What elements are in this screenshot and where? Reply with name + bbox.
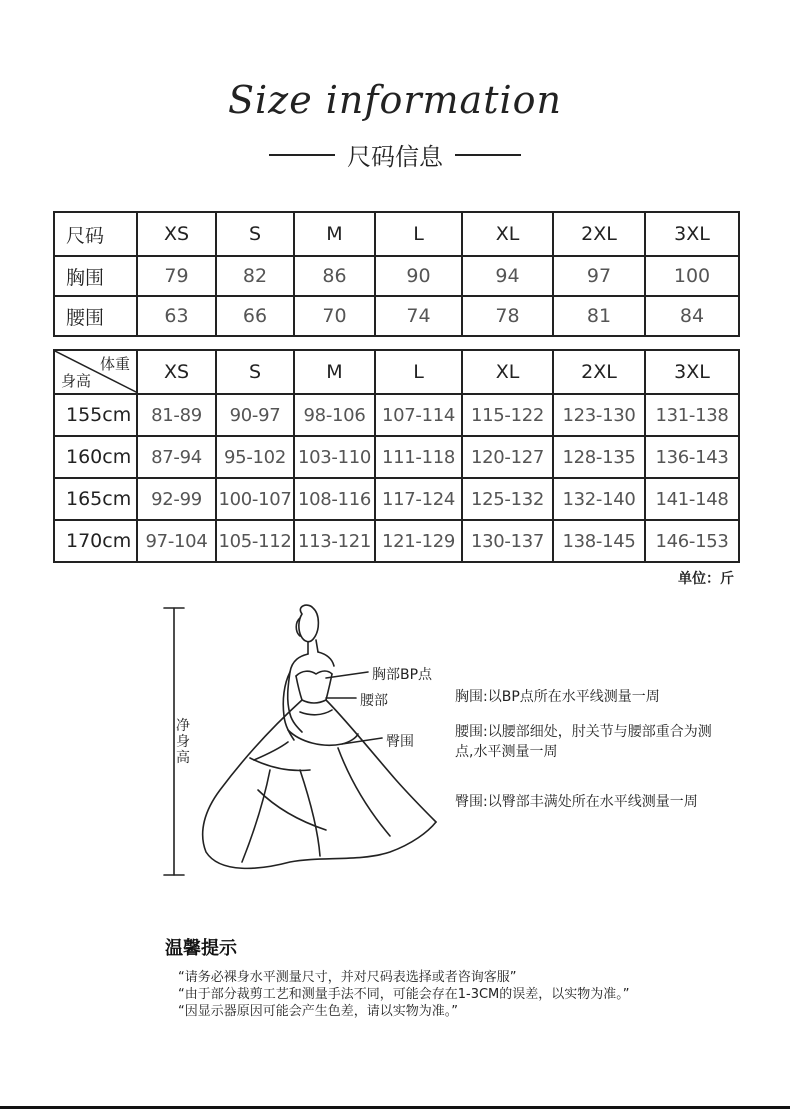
table-row bbox=[54, 296, 739, 336]
table-cell: 125-132 bbox=[462, 478, 553, 520]
header-cell: 2XL bbox=[553, 212, 645, 256]
table-cell: 107-114 bbox=[375, 394, 462, 436]
table-cell: 98-106 bbox=[294, 394, 375, 436]
header-cell: L bbox=[375, 350, 462, 394]
header-cell: S bbox=[216, 212, 294, 256]
title-left-rule bbox=[269, 154, 335, 156]
table-cell: 120-127 bbox=[462, 436, 553, 478]
row-label: 165cm bbox=[54, 478, 137, 520]
table-cell: 121-129 bbox=[375, 520, 462, 562]
header-cell: 3XL bbox=[645, 350, 739, 394]
table-cell: 90-97 bbox=[216, 394, 294, 436]
table-cell: 131-138 bbox=[645, 394, 739, 436]
measurement-header-row bbox=[54, 212, 739, 256]
table-cell: 74 bbox=[375, 296, 462, 336]
table-cell: 78 bbox=[462, 296, 553, 336]
table-cell: 141-148 bbox=[645, 478, 739, 520]
header-cell: M bbox=[294, 212, 375, 256]
net-height-label: 净身高 bbox=[176, 718, 190, 766]
row-label: 胸围 bbox=[54, 256, 137, 296]
table-cell: 100 bbox=[645, 256, 739, 296]
corner-cell bbox=[54, 350, 137, 394]
tip-line: “因显示器原因可能会产生色差，请以实物为准。” bbox=[178, 1004, 458, 1019]
table-cell: 95-102 bbox=[216, 436, 294, 478]
table-cell: 115-122 bbox=[462, 394, 553, 436]
table-row bbox=[54, 256, 739, 296]
title-chinese-row bbox=[0, 137, 790, 172]
table-cell: 94 bbox=[462, 256, 553, 296]
measurement-table bbox=[53, 211, 740, 337]
table-cell: 82 bbox=[216, 256, 294, 296]
header-cell: XL bbox=[462, 350, 553, 394]
table-cell: 92-99 bbox=[137, 478, 216, 520]
bust-measure-note: 胸围:以BP点所在水平线测量一周 bbox=[455, 689, 660, 705]
header-cell: 尺码 bbox=[54, 212, 137, 256]
row-label: 腰围 bbox=[54, 296, 137, 336]
table-cell: 97-104 bbox=[137, 520, 216, 562]
table-cell: 84 bbox=[645, 296, 739, 336]
table-cell: 108-116 bbox=[294, 478, 375, 520]
table-cell: 103-110 bbox=[294, 436, 375, 478]
title-chinese: 尺码信息 bbox=[347, 143, 443, 171]
bust-point-label: 胸部BP点 bbox=[372, 667, 433, 683]
header-cell: S bbox=[216, 350, 294, 394]
hip-label: 臀围 bbox=[386, 734, 414, 750]
row-label: 155cm bbox=[54, 394, 137, 436]
table-cell: 81-89 bbox=[137, 394, 216, 436]
title-right-rule bbox=[455, 154, 521, 156]
table-cell: 105-112 bbox=[216, 520, 294, 562]
table-cell: 136-143 bbox=[645, 436, 739, 478]
table-cell: 81 bbox=[553, 296, 645, 336]
table-row bbox=[54, 436, 739, 478]
table-cell: 138-145 bbox=[553, 520, 645, 562]
header-cell: XL bbox=[462, 212, 553, 256]
table-cell: 117-124 bbox=[375, 478, 462, 520]
table-row bbox=[54, 478, 739, 520]
table-cell: 66 bbox=[216, 296, 294, 336]
table-cell: 79 bbox=[137, 256, 216, 296]
row-label: 170cm bbox=[54, 520, 137, 562]
waist-label: 腰部 bbox=[360, 693, 388, 709]
table-cell: 130-137 bbox=[462, 520, 553, 562]
table-cell: 113-121 bbox=[294, 520, 375, 562]
tip-line: “请务必裸身水平测量尺寸，并对尺码表选择或者咨询客服” bbox=[178, 970, 517, 985]
table-cell: 63 bbox=[137, 296, 216, 336]
tips-title: 温馨提示 bbox=[165, 938, 237, 959]
table-cell: 97 bbox=[553, 256, 645, 296]
title-english: Size information bbox=[228, 78, 562, 122]
height-weight-table bbox=[53, 349, 740, 563]
header-cell: L bbox=[375, 212, 462, 256]
table-cell: 86 bbox=[294, 256, 375, 296]
table-cell: 87-94 bbox=[137, 436, 216, 478]
table-row bbox=[54, 394, 739, 436]
row-label: 160cm bbox=[54, 436, 137, 478]
weight-label: 体重 bbox=[99, 355, 130, 373]
table-cell: 128-135 bbox=[553, 436, 645, 478]
tip-line: “由于部分裁剪工艺和测量手法不同，可能会存在1-3CM的误差，以实物为准。” bbox=[178, 987, 630, 1002]
header-cell: XS bbox=[137, 212, 216, 256]
hip-measure-note: 臀围:以臀部丰满处所在水平线测量一周 bbox=[455, 794, 698, 810]
size-header-row bbox=[54, 350, 739, 394]
table-cell: 90 bbox=[375, 256, 462, 296]
table-cell: 111-118 bbox=[375, 436, 462, 478]
waist-measure-note: 腰围:以腰部细处，肘关节与腰部重合为测点,水平测量一周 bbox=[455, 724, 712, 760]
unit-note: 单位：斤 bbox=[678, 571, 734, 587]
table-cell: 70 bbox=[294, 296, 375, 336]
tips-list bbox=[178, 969, 630, 1020]
header-cell: 2XL bbox=[553, 350, 645, 394]
height-label-cell: 身高 bbox=[61, 372, 92, 390]
table-cell: 132-140 bbox=[553, 478, 645, 520]
header-cell: M bbox=[294, 350, 375, 394]
table-row bbox=[54, 520, 739, 562]
table-cell: 146-153 bbox=[645, 520, 739, 562]
header-cell: 3XL bbox=[645, 212, 739, 256]
header-cell: XS bbox=[137, 350, 216, 394]
table-cell: 100-107 bbox=[216, 478, 294, 520]
table-cell: 123-130 bbox=[553, 394, 645, 436]
